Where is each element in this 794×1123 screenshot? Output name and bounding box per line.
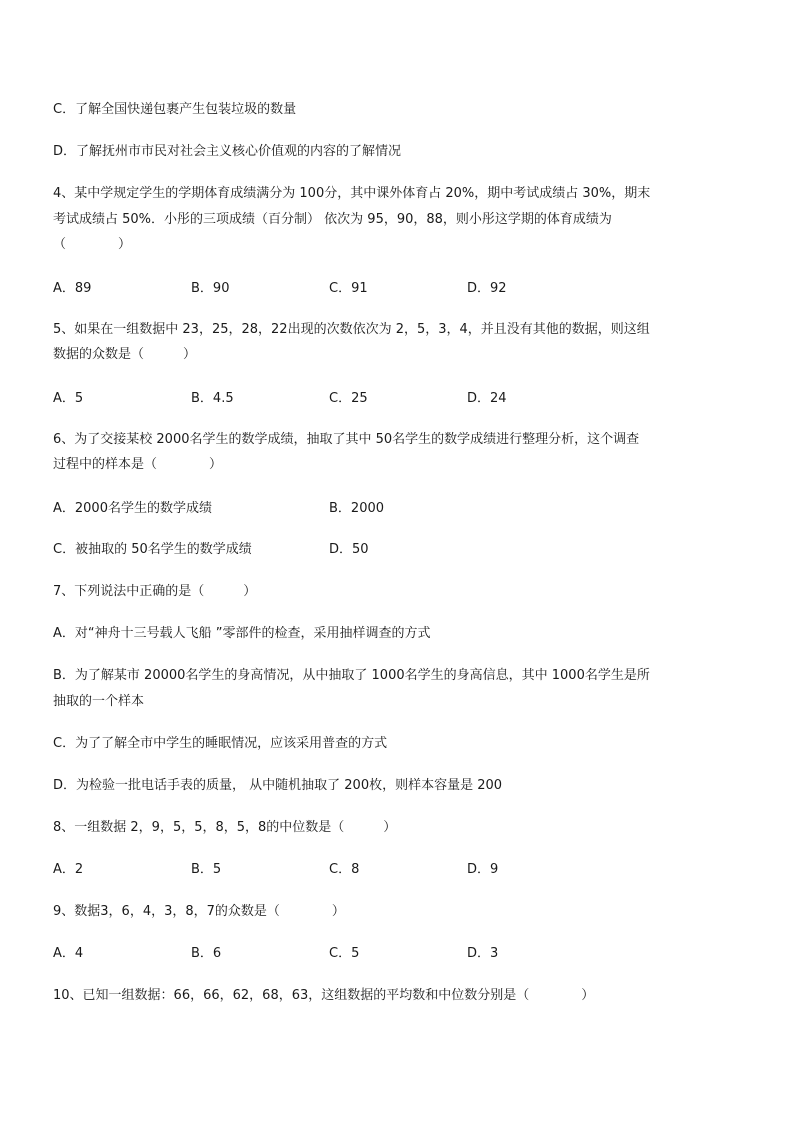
q5-option-b: B．4.5 xyxy=(191,391,234,406)
q7-option-a: A．对“神舟十三号载人飞船 ”零部件的检查，采用抽样调查的方式 xyxy=(53,626,431,641)
q8-option-d: D．9 xyxy=(467,862,499,877)
q4-line-3: （ ） xyxy=(53,237,132,252)
q6-option-c: C．被抽取的 50名学生的数学成绩 xyxy=(53,542,252,557)
q3-option-c: C．了解全国快递包裹产生包装垃圾的数量 xyxy=(53,102,297,117)
q7-option-c: C．为了了解全市中学生的睡眠情况，应该采用普查的方式 xyxy=(53,736,388,751)
q10-line-1: 10、已知一组数据：66，66，62，68，63，这组数据的平均数和中位数分别是（ ） xyxy=(53,988,595,1003)
q5-option-c: C．25 xyxy=(329,391,368,406)
q7-option-b-line-2: 抽取的一个样本 xyxy=(53,694,145,709)
q6-line-1: 6、为了交接某校 2000名学生的数学成绩，抽取了其中 50名学生的数学成绩进行整理分析，这个调查 xyxy=(53,432,640,447)
q7-line-1: 7、下列说法中正确的是（ ） xyxy=(53,584,257,599)
q9-option-d: D．3 xyxy=(467,946,499,961)
q9-option-b: B．6 xyxy=(191,946,222,961)
q4-option-d: D．92 xyxy=(467,281,507,296)
q7-option-d: D．为检验一批电话手表的质量， 从中随机抽取了 200枚，则样本容量是 200 xyxy=(53,778,503,793)
q4-option-c: C．91 xyxy=(329,281,368,296)
q7-option-b-line-1: B．为了解某市 20000名学生的身高情况，从中抽取了 1000名学生的身高信息，其中 1000名学生是所 xyxy=(53,668,650,683)
q5-option-d: D．24 xyxy=(467,391,507,406)
q4-line-1: 4、某中学规定学生的学期体育成绩满分为 100分，其中课外体育占 20%，期中考试成绩占 30%，期末 xyxy=(53,186,651,201)
q9-option-a: A．4 xyxy=(53,946,84,961)
q4-option-b: B．90 xyxy=(191,281,230,296)
q9-line-1: 9、数据3，6，4，3，8，7的众数是（ ） xyxy=(53,904,345,919)
q6-option-b: B．2000 xyxy=(329,501,385,516)
q3-option-d: D．了解抚州市市民对社会主义核心价值观的内容的了解情况 xyxy=(53,144,402,159)
q8-line-1: 8、一组数据 2，9，5，5，8，5，8的中位数是（ ） xyxy=(53,820,397,835)
q4-option-a: A．89 xyxy=(53,281,92,296)
q6-line-2: 过程中的样本是（ ） xyxy=(53,457,223,472)
q5-option-a: A．5 xyxy=(53,391,84,406)
q6-option-a: A．2000名学生的数学成绩 xyxy=(53,501,212,516)
q4-line-2: 考试成绩占 50%．小彤的三项成绩（百分制） 依次为 95，90，88，则小彤这学期的体育成绩为 xyxy=(53,212,612,227)
q8-option-c: C．8 xyxy=(329,862,360,877)
q5-line-2: 数据的众数是（ ） xyxy=(53,347,197,362)
q5-line-1: 5、如果在一组数据中 23，25，28，22出现的次数依次为 2，5，3，4，并且没有其他的数据，则这组 xyxy=(53,322,650,337)
q8-option-b: B．5 xyxy=(191,862,222,877)
q6-option-d: D．50 xyxy=(329,542,369,557)
q8-option-a: A．2 xyxy=(53,862,84,877)
q9-option-c: C．5 xyxy=(329,946,360,961)
